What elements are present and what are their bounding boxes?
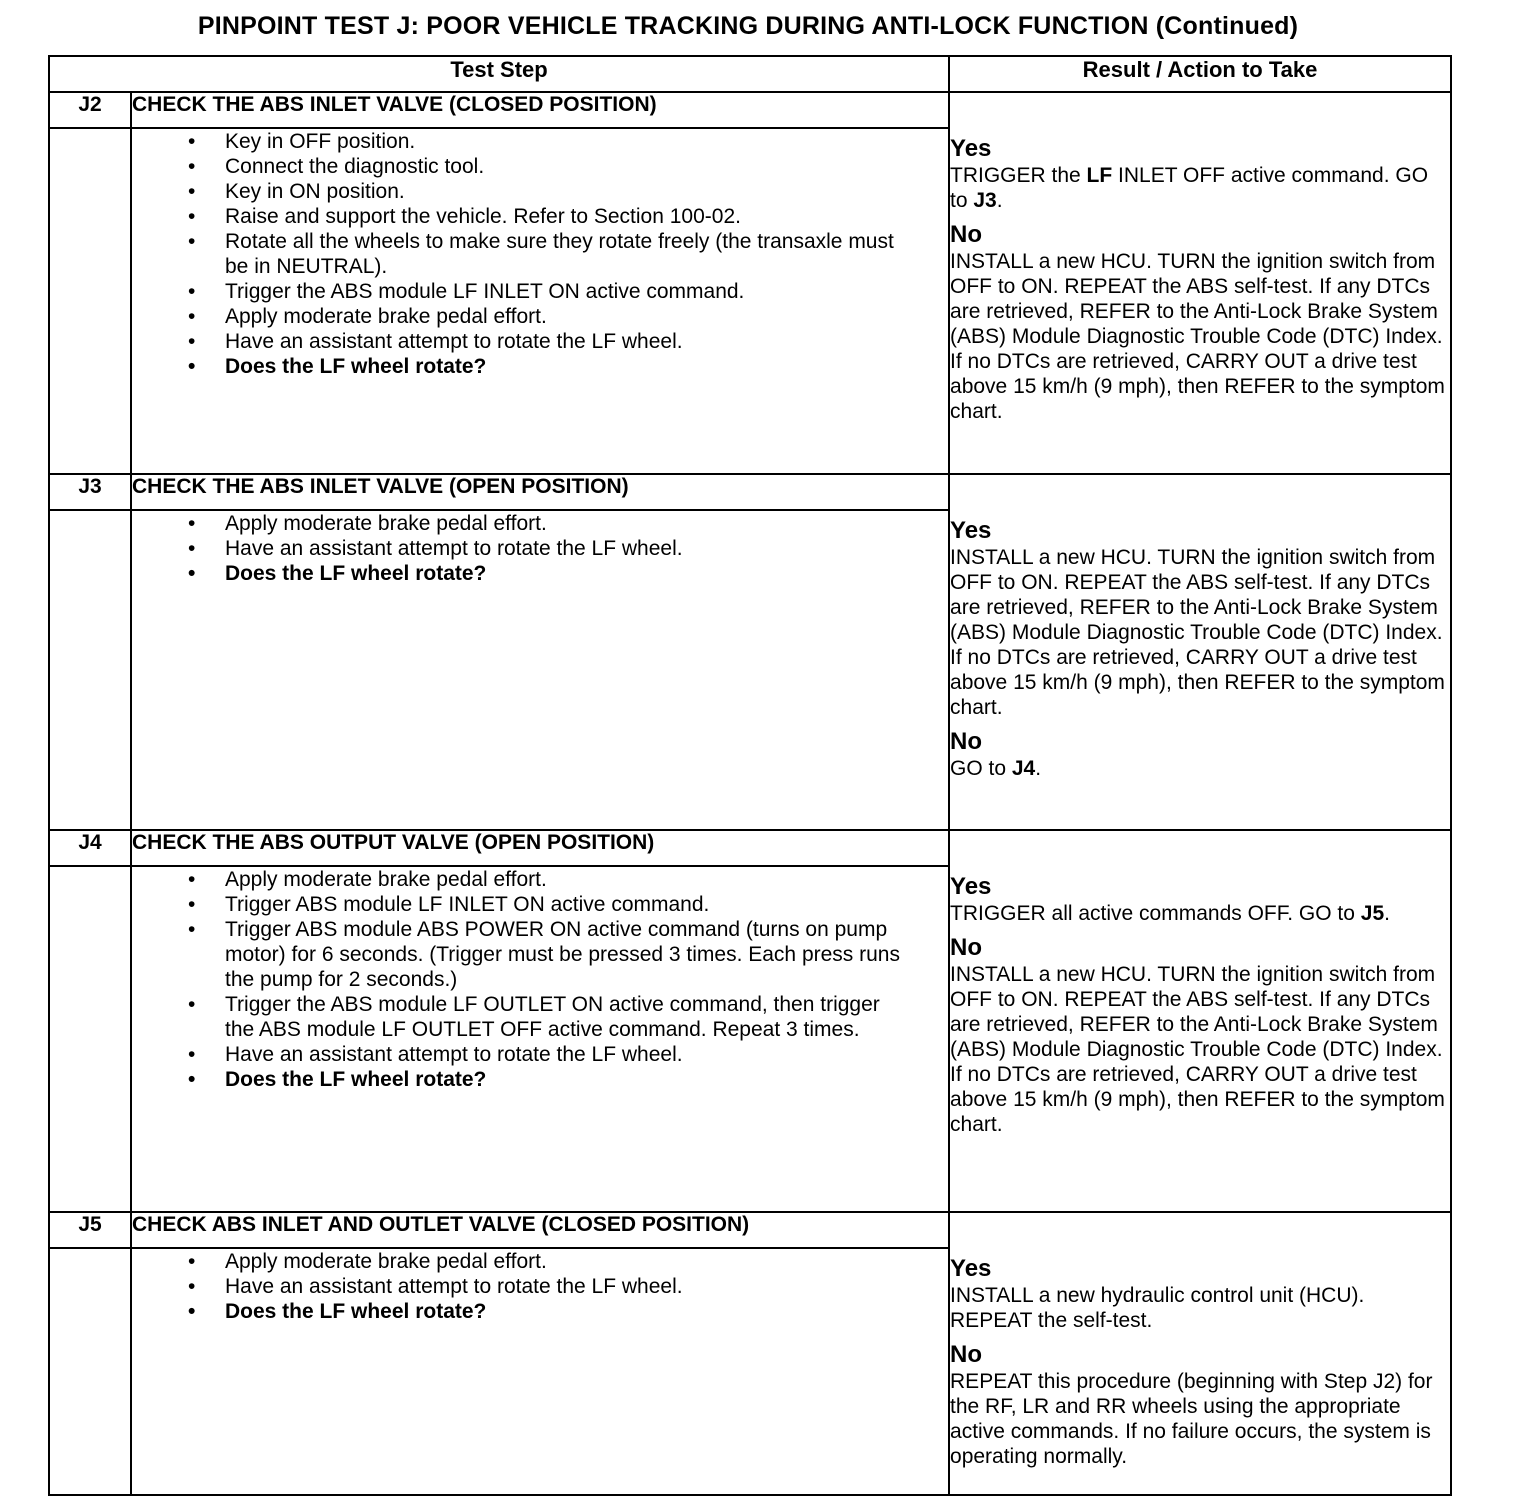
action-text: INLET OFF active command. GO to — [950, 164, 1429, 212]
outcome-yes — [950, 1255, 1450, 1333]
instruction-list — [132, 867, 948, 1092]
outcome-label: No — [950, 1341, 983, 1368]
instruction-item: • Have an assistant attempt to rotate the LF wheel. — [225, 1274, 908, 1299]
step-title: CHECK THE ABS INLET VALVE (CLOSED POSITION) — [131, 92, 949, 128]
step-id: J4 — [49, 830, 131, 866]
action-text: TRIGGER all active commands OFF. GO to — [950, 902, 1361, 925]
instruction-question: • Does the LF wheel rotate? — [225, 1299, 908, 1324]
instruction-item: • Apply moderate brake pedal effort. — [225, 511, 908, 536]
instruction-list — [132, 1249, 948, 1324]
step-instructions — [131, 128, 949, 474]
instruction-item: • Trigger the ABS module LF INLET ON active command. — [225, 279, 908, 304]
instruction-question: • Does the LF wheel rotate? — [225, 354, 908, 379]
instruction-item: • Connect the diagnostic tool. — [225, 154, 908, 179]
outcome-label: No — [950, 221, 983, 248]
outcome-label: Yes — [950, 1255, 992, 1282]
action-emphasis: J3 — [973, 189, 997, 212]
instruction-question: • Does the LF wheel rotate? — [225, 1067, 908, 1092]
instruction-item: • Apply moderate brake pedal effort. — [225, 867, 908, 892]
outcome-label: Yes — [950, 135, 992, 162]
instruction-list — [132, 129, 948, 379]
instruction-item: • Key in ON position. — [225, 179, 908, 204]
step-id-blank — [49, 1248, 131, 1495]
instruction-item: • Trigger ABS module LF INLET ON active command. — [225, 892, 908, 917]
instruction-item: • Apply moderate brake pedal effort. — [225, 1249, 908, 1274]
outcome-action — [950, 249, 1450, 424]
outcome-action — [950, 756, 1450, 781]
result-cell — [949, 474, 1451, 830]
outcome-action — [950, 163, 1450, 213]
outcome-action — [950, 962, 1450, 1137]
outcome-label: No — [950, 728, 983, 755]
step-instructions — [131, 510, 949, 830]
step-header-row — [49, 474, 1451, 510]
outcome-no — [950, 1341, 1450, 1469]
outcome-action — [950, 545, 1450, 720]
action-emphasis: J4 — [1011, 757, 1036, 780]
step-id: J3 — [49, 474, 131, 510]
step-id: J5 — [49, 1212, 131, 1248]
action-text: INSTALL a new HCU. TURN the ignition switch from OFF to ON. REPEAT the ABS self-test. If any DTCs are retrieved, REFER to the Anti-Lock Brake System (ABS) Module Diagnostic Trouble Code (DTC) Index. If no DTCs are retrieved, CARRY OUT a drive test above 15 km/h (9 mph), then REFER to the symptom chart. — [950, 546, 1445, 719]
outcome-label: Yes — [950, 517, 992, 544]
instruction-item: • Trigger ABS module ABS POWER ON active command (turns on pump motor) for 6 seconds. (Trigger must be pressed 3 times. Each press runs the pump for 2 seconds.) — [225, 917, 908, 992]
header-result: Result / Action to Take — [949, 56, 1451, 92]
step-id-blank — [49, 510, 131, 830]
step-instructions — [131, 1248, 949, 1495]
outcome-no — [950, 934, 1450, 1137]
step-header-row — [49, 1212, 1451, 1248]
outcome-action — [950, 1283, 1450, 1333]
outcome-no — [950, 221, 1450, 424]
instruction-item: • Trigger the ABS module LF OUTLET ON active command, then trigger the ABS module LF OUTLET OFF active command. Repeat 3 times. — [225, 992, 908, 1042]
step-id-blank — [49, 128, 131, 474]
step-header-row — [49, 92, 1451, 128]
result-cell — [949, 92, 1451, 474]
instruction-item: • Key in OFF position. — [225, 129, 908, 154]
action-text: . — [996, 189, 1003, 212]
action-text: INSTALL a new HCU. TURN the ignition switch from OFF to ON. REPEAT the ABS self-test. If any DTCs are retrieved, REFER to the Anti-Lock Brake System (ABS) Module Diagnostic Trouble Code (DTC) Index. If no DTCs are retrieved, CARRY OUT a drive test above 15 km/h (9 mph), then REFER to the symptom chart. — [950, 250, 1445, 423]
page-title: PINPOINT TEST J: POOR VEHICLE TRACKING DURING ANTI-LOCK FUNCTION (Continued) — [197, 12, 1299, 40]
instruction-item: • Have an assistant attempt to rotate the LF wheel. — [225, 1042, 908, 1067]
instruction-list — [132, 511, 948, 586]
action-text: GO to — [950, 757, 1012, 780]
instruction-item: • Apply moderate brake pedal effort. — [225, 304, 908, 329]
pinpoint-test-table — [48, 55, 1452, 1496]
outcome-action — [950, 901, 1450, 926]
action-text: . — [1384, 902, 1390, 925]
result-cell — [949, 830, 1451, 1212]
instruction-question: • Does the LF wheel rotate? — [225, 561, 908, 586]
outcome-no — [950, 728, 1450, 781]
step-title: CHECK THE ABS OUTPUT VALVE (OPEN POSITION) — [131, 830, 949, 866]
outcome-label: No — [950, 934, 983, 961]
outcome-action — [950, 1369, 1450, 1469]
action-emphasis: LF — [1086, 164, 1113, 187]
instruction-item: • Have an assistant attempt to rotate the LF wheel. — [225, 329, 908, 354]
step-title: CHECK THE ABS INLET VALVE (OPEN POSITION) — [131, 474, 949, 510]
action-emphasis: J5 — [1360, 902, 1385, 925]
instruction-item: • Raise and support the vehicle. Refer to Section 100-02. — [225, 204, 908, 229]
step-id-blank — [49, 866, 131, 1212]
outcome-label: Yes — [950, 873, 992, 900]
instruction-item: • Rotate all the wheels to make sure they rotate freely (the transaxle must be in NEUTRAL). — [225, 229, 908, 279]
action-text: TRIGGER the — [950, 164, 1087, 187]
instruction-item: • Have an assistant attempt to rotate the LF wheel. — [225, 536, 908, 561]
step-title: CHECK ABS INLET AND OUTLET VALVE (CLOSED POSITION) — [131, 1212, 949, 1248]
outcome-yes — [950, 517, 1450, 720]
step-header-row — [49, 830, 1451, 866]
step-id: J2 — [49, 92, 131, 128]
step-instructions — [131, 866, 949, 1212]
action-text: REPEAT this procedure (beginning with Step J2) for the RF, LR and RR wheels using the appropriate active commands. If no failure occurs, the system is operating normally. — [950, 1370, 1433, 1468]
outcome-yes — [950, 873, 1450, 926]
action-text: . — [1035, 757, 1042, 780]
header-test-step: Test Step — [49, 56, 949, 92]
action-text: INSTALL a new hydraulic control unit (HCU). REPEAT the self-test. — [950, 1284, 1365, 1332]
action-text: INSTALL a new HCU. TURN the ignition switch from OFF to ON. REPEAT the ABS self-test. If any DTCs are retrieved, REFER to the Anti-Lock Brake System (ABS) Module Diagnostic Trouble Code (DTC) Index. If no DTCs are retrieved, CARRY OUT a drive test above 15 km/h (9 mph), then REFER to the symptom chart. — [950, 963, 1445, 1136]
outcome-yes — [950, 135, 1450, 213]
result-cell — [949, 1212, 1451, 1495]
